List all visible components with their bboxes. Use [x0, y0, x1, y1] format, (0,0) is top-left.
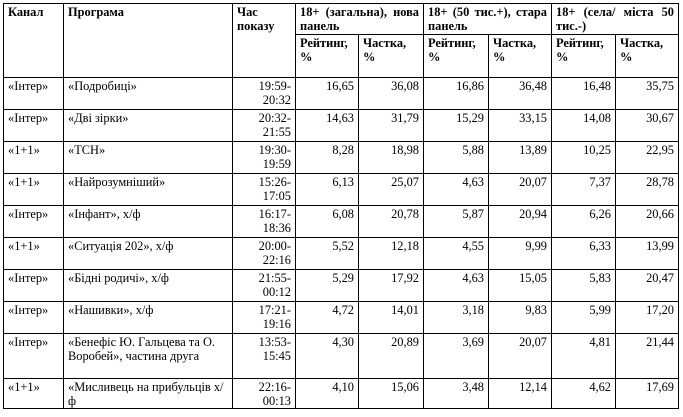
header-row-top: [4, 4, 679, 35]
cell-value: 12,14: [489, 379, 552, 409]
cell-value: 5,99: [552, 302, 616, 334]
cell-value: 5,83: [552, 270, 616, 302]
ratings-table: [3, 3, 679, 409]
cell-value: 8,28: [296, 142, 359, 174]
cell-value: 25,07: [359, 174, 424, 206]
cell-time: 21:55-00:12: [233, 270, 296, 302]
header-program: Програма: [64, 4, 233, 78]
cell-time: 13:53-15:45: [233, 334, 296, 379]
cell-program: «Найрозумніший»: [64, 174, 233, 206]
cell-time: 19:59-20:32: [233, 78, 296, 110]
cell-value: 33,15: [489, 110, 552, 142]
cell-program: «Бенефіс Ю. Гальцева та О. Воробей», частина друга: [64, 334, 233, 379]
cell-value: 5,29: [296, 270, 359, 302]
cell-value: 13,99: [616, 238, 679, 270]
cell-time: 20:32-21:55: [233, 110, 296, 142]
table-row: [4, 206, 679, 238]
header-rating: Рейтинг, %: [424, 35, 489, 78]
cell-value: 6,26: [552, 206, 616, 238]
cell-value: 20,66: [616, 206, 679, 238]
header-group-old-panel-label: 18+ (50 тис.+), стара панель: [428, 5, 547, 33]
cell-value: 4,72: [296, 302, 359, 334]
cell-channel: «Інтер»: [4, 302, 64, 334]
table-row: [4, 238, 679, 270]
cell-program: «Подробиці»: [64, 78, 233, 110]
cell-channel: «1+1»: [4, 379, 64, 409]
cell-value: 20,78: [359, 206, 424, 238]
cell-program: «Ситуація 202», х/ф: [64, 238, 233, 270]
table-row: [4, 142, 679, 174]
cell-value: 4,81: [552, 334, 616, 379]
cell-program: «Дві зірки»: [64, 110, 233, 142]
cell-channel: «Інтер»: [4, 270, 64, 302]
cell-channel: «1+1»: [4, 238, 64, 270]
cell-value: 15,06: [359, 379, 424, 409]
header-group-villages: [552, 4, 679, 35]
cell-value: 7,37: [552, 174, 616, 206]
header-group-general-label: 18+ (загальна), нова панель: [300, 5, 419, 33]
cell-value: 6,33: [552, 238, 616, 270]
cell-time: 17:21-19:16: [233, 302, 296, 334]
ratings-table-container: [3, 3, 679, 409]
cell-value: 10,25: [552, 142, 616, 174]
cell-value: 3,18: [424, 302, 489, 334]
cell-value: 12,18: [359, 238, 424, 270]
cell-value: 15,05: [489, 270, 552, 302]
table-row: [4, 174, 679, 206]
cell-value: 3,69: [424, 334, 489, 379]
cell-channel: «1+1»: [4, 142, 64, 174]
header-rating: Рейтинг, %: [296, 35, 359, 78]
cell-value: 9,99: [489, 238, 552, 270]
cell-value: 3,48: [424, 379, 489, 409]
header-channel: Канал: [4, 4, 64, 78]
cell-value: 36,48: [489, 78, 552, 110]
table-row: [4, 379, 679, 409]
cell-value: 17,92: [359, 270, 424, 302]
cell-value: 20,89: [359, 334, 424, 379]
table-row: [4, 334, 679, 379]
cell-time: 19:30-19:59: [233, 142, 296, 174]
table-row: [4, 110, 679, 142]
header-share: Частка, %: [489, 35, 552, 78]
cell-value: 20,07: [489, 334, 552, 379]
cell-value: 6,08: [296, 206, 359, 238]
cell-value: 36,08: [359, 78, 424, 110]
header-group-villages-label: 18+ (села/ міста 50 тис.-): [556, 5, 674, 33]
cell-value: 28,78: [616, 174, 679, 206]
cell-value: 35,75: [616, 78, 679, 110]
cell-value: 17,20: [616, 302, 679, 334]
cell-value: 6,13: [296, 174, 359, 206]
cell-value: 4,10: [296, 379, 359, 409]
cell-value: 4,63: [424, 270, 489, 302]
cell-value: 16,48: [552, 78, 616, 110]
cell-time: 20:00-22:16: [233, 238, 296, 270]
cell-value: 14,01: [359, 302, 424, 334]
cell-value: 18,98: [359, 142, 424, 174]
cell-value: 4,63: [424, 174, 489, 206]
cell-value: 14,63: [296, 110, 359, 142]
header-share: Частка, %: [616, 35, 679, 78]
header-rating: Рейтинг, %: [552, 35, 616, 78]
cell-time: 16:17-18:36: [233, 206, 296, 238]
cell-channel: «Інтер»: [4, 78, 64, 110]
table-row: [4, 270, 679, 302]
cell-channel: «1+1»: [4, 174, 64, 206]
cell-value: 16,86: [424, 78, 489, 110]
cell-value: 9,83: [489, 302, 552, 334]
cell-value: 31,79: [359, 110, 424, 142]
cell-value: 20,07: [489, 174, 552, 206]
cell-value: 4,55: [424, 238, 489, 270]
cell-value: 20,47: [616, 270, 679, 302]
table-row: [4, 302, 679, 334]
cell-value: 5,52: [296, 238, 359, 270]
cell-value: 4,62: [552, 379, 616, 409]
cell-channel: «Інтер»: [4, 206, 64, 238]
header-group-general: [296, 4, 424, 35]
header-share: Частка, %: [359, 35, 424, 78]
cell-value: 22,95: [616, 142, 679, 174]
cell-value: 17,69: [616, 379, 679, 409]
cell-value: 4,30: [296, 334, 359, 379]
cell-time: 22:16-00:13: [233, 379, 296, 409]
cell-program: «Мисливець на прибульців х/ф: [64, 379, 233, 409]
cell-value: 20,94: [489, 206, 552, 238]
cell-program: «Нашивки», х/ф: [64, 302, 233, 334]
cell-value: 15,29: [424, 110, 489, 142]
table-row: [4, 78, 679, 110]
cell-value: 14,08: [552, 110, 616, 142]
cell-value: 21,44: [616, 334, 679, 379]
header-time: Час показу: [233, 4, 296, 78]
cell-value: 5,87: [424, 206, 489, 238]
cell-program: «Інфант», х/ф: [64, 206, 233, 238]
cell-value: 16,65: [296, 78, 359, 110]
cell-value: 5,88: [424, 142, 489, 174]
cell-channel: «Інтер»: [4, 334, 64, 379]
cell-channel: «Інтер»: [4, 110, 64, 142]
cell-time: 15:26-17:05: [233, 174, 296, 206]
header-group-old-panel: [424, 4, 552, 35]
cell-program: «ТСН»: [64, 142, 233, 174]
cell-value: 30,67: [616, 110, 679, 142]
cell-value: 13,89: [489, 142, 552, 174]
cell-program: «Бідні родичі», х/ф: [64, 270, 233, 302]
